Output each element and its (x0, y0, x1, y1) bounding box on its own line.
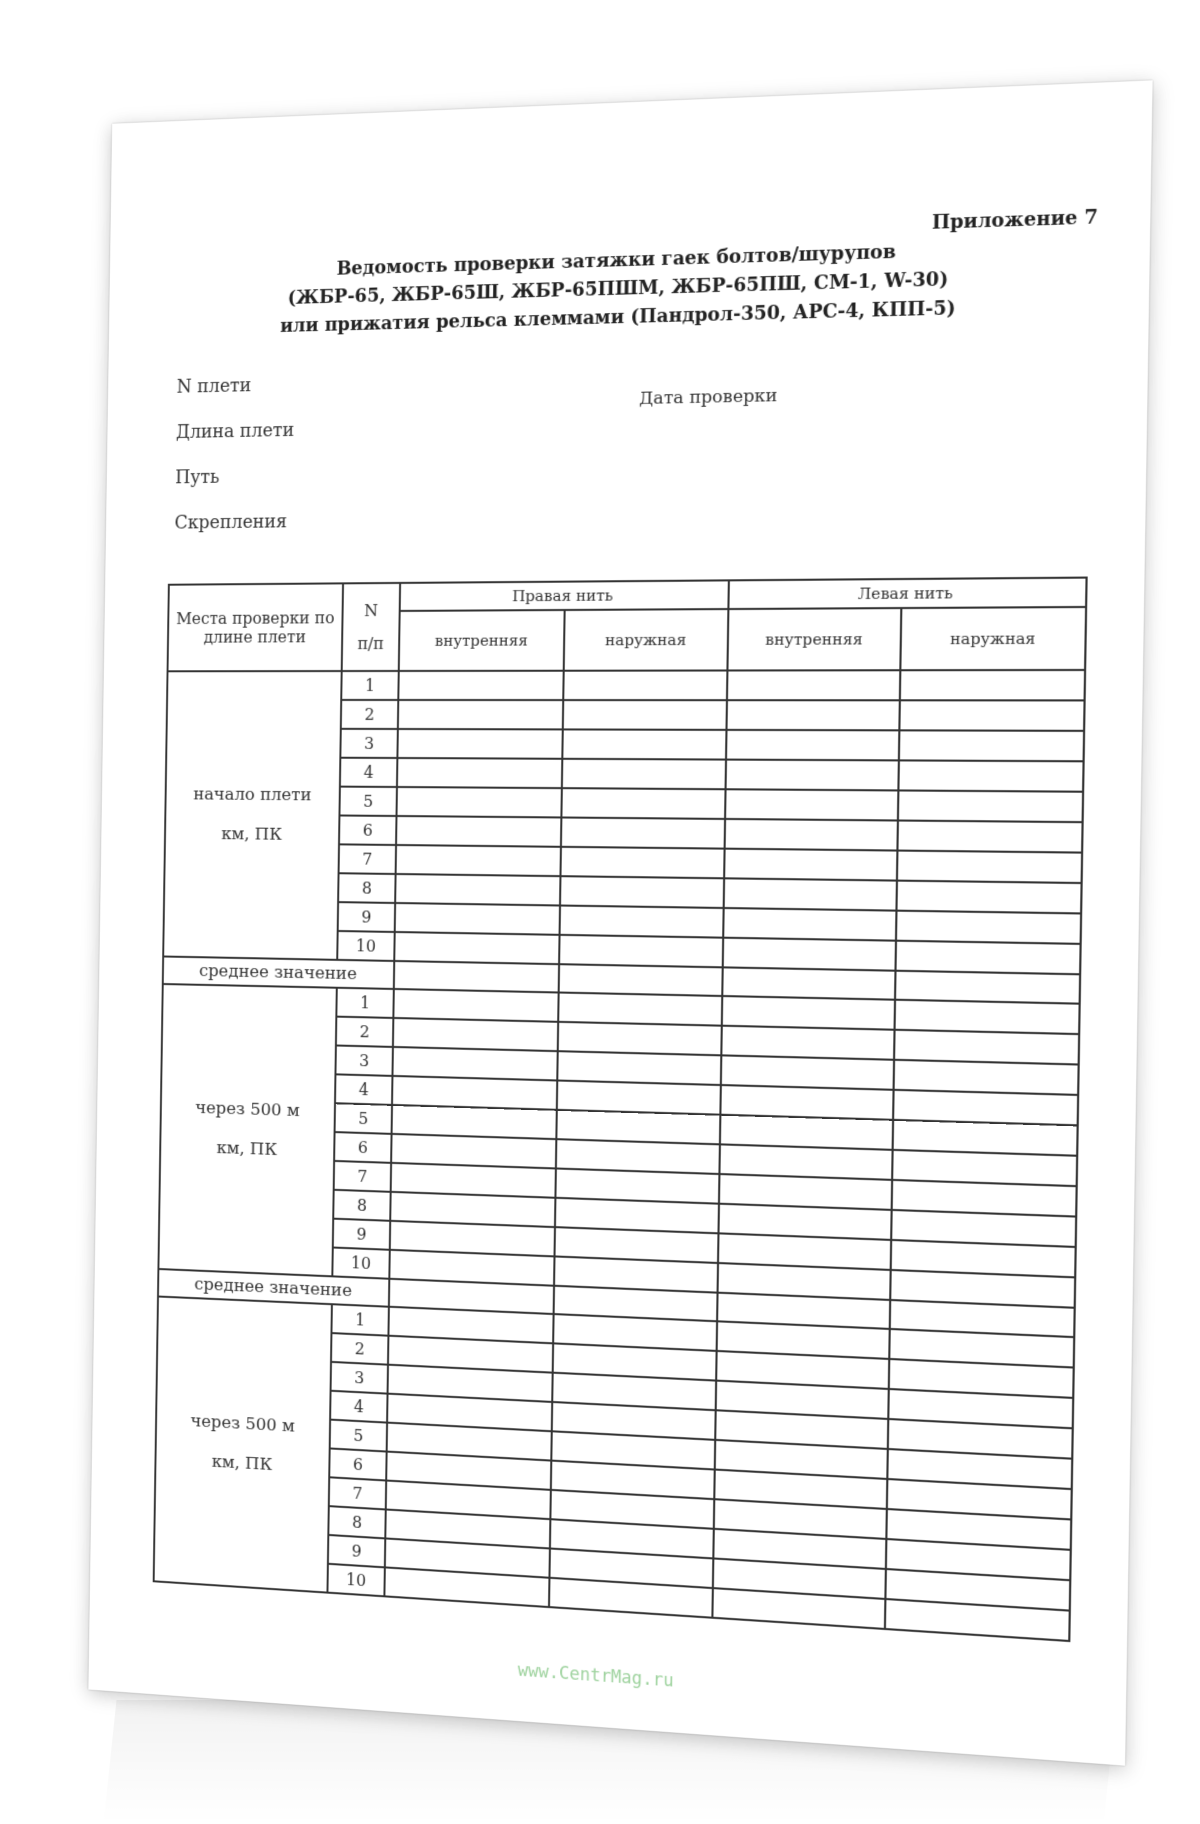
value-cell-right-inner[interactable] (397, 787, 562, 817)
value-cell-left-inner[interactable] (725, 789, 898, 820)
row-number: 6 (339, 815, 396, 845)
value-cell-left-outer[interactable] (896, 911, 1081, 944)
value-cell-left-inner[interactable] (724, 878, 897, 910)
row-number: 5 (335, 1103, 392, 1134)
value-cell-left-outer[interactable] (897, 851, 1082, 883)
section-location-label: через 500 м (190, 1411, 296, 1437)
header-location: Места проверки по длине плети (168, 583, 344, 671)
section-location-cell (154, 1296, 332, 1592)
header-number-bottom: п/п (357, 634, 384, 654)
row-number: 9 (333, 1219, 390, 1250)
row-number: 5 (339, 787, 396, 816)
field-weld-length: Длина плети (175, 419, 295, 443)
section-km-label: км, ПК (216, 1138, 278, 1160)
value-cell-left-inner[interactable] (726, 700, 899, 730)
row-number: 3 (335, 1045, 392, 1075)
section-location-cell (163, 671, 342, 960)
value-cell-right-inner[interactable] (396, 845, 561, 876)
header-left-rail: Левая нить (728, 578, 1086, 609)
row-number: 1 (341, 671, 399, 700)
row-number: 4 (340, 758, 398, 787)
value-cell-left-inner[interactable] (723, 938, 896, 971)
value-cell-left-outer[interactable] (900, 670, 1085, 700)
value-cell-right-outer[interactable] (560, 847, 724, 878)
value-cell-right-inner[interactable] (395, 903, 560, 935)
row-number: 6 (334, 1132, 391, 1163)
row-number: 8 (338, 873, 395, 903)
average-cell-left-inner[interactable] (722, 967, 895, 999)
header-left-inner: внутренняя (727, 608, 901, 670)
watermark: www.CentrMag.ru (517, 1660, 674, 1692)
section-location-label: через 500 м (195, 1098, 300, 1122)
value-cell-right-inner[interactable] (392, 1047, 557, 1081)
value-cell-right-inner[interactable] (398, 700, 563, 729)
row-number: 1 (336, 988, 393, 1018)
value-cell-right-inner[interactable] (396, 816, 561, 847)
table-row (167, 670, 1085, 700)
value-cell-left-outer[interactable] (897, 821, 1082, 853)
value-cell-left-outer[interactable] (896, 881, 1081, 914)
field-inspection-date: Дата проверки (638, 385, 778, 410)
section-location-label: начало плети (193, 784, 312, 806)
average-cell-left-outer[interactable] (895, 971, 1080, 1004)
value-cell-left-outer[interactable] (899, 700, 1084, 731)
value-cell-left-outer[interactable] (899, 730, 1084, 761)
document-sheet (88, 80, 1152, 1765)
value-cell-left-outer[interactable] (895, 941, 1080, 975)
value-cell-right-outer[interactable] (558, 1022, 722, 1056)
row-number: 2 (331, 1333, 388, 1365)
row-number: 4 (335, 1074, 392, 1105)
header-number-top: N (364, 601, 379, 621)
value-cell-right-inner[interactable] (393, 1018, 558, 1051)
inspection-table (153, 577, 1088, 1643)
value-cell-right-inner[interactable] (398, 671, 563, 700)
section-km-label: км, ПК (211, 1451, 273, 1476)
row-number: 8 (333, 1190, 390, 1221)
value-cell-right-outer[interactable] (557, 1051, 721, 1085)
appendix-label: Приложение 7 (931, 206, 1099, 234)
value-cell-right-outer[interactable] (562, 729, 726, 759)
value-cell-left-inner[interactable] (726, 730, 899, 761)
field-fastenings: Скрепления (174, 511, 288, 534)
header-right-rail: Правая нить (400, 580, 729, 611)
row-number: 10 (332, 1247, 389, 1278)
header-right-inner: внутренняя (399, 610, 565, 671)
row-number: 7 (329, 1477, 386, 1509)
average-label: среднее значение (158, 1269, 389, 1307)
value-cell-left-inner[interactable] (721, 1055, 894, 1089)
average-cell-right-outer[interactable] (559, 964, 723, 996)
row-number: 4 (330, 1391, 387, 1423)
row-number: 7 (334, 1161, 391, 1192)
row-number: 9 (338, 902, 395, 932)
value-cell-left-outer[interactable] (898, 790, 1083, 822)
section-km-label: км, ПК (221, 824, 283, 845)
row-number: 2 (341, 700, 399, 729)
value-cell-right-inner[interactable] (397, 729, 562, 759)
field-weld-number: N плети (176, 375, 252, 398)
title-line-1: Ведомость проверки затяжки гаек болтов/шурупов (336, 241, 897, 280)
value-cell-right-inner[interactable] (397, 758, 562, 788)
value-cell-right-outer[interactable] (560, 876, 724, 908)
title-line-3: или прижатия рельса клеммами (Пандрол-350, АРС-4, КПП-5) (280, 297, 956, 337)
row-number: 5 (330, 1420, 387, 1452)
value-cell-right-outer[interactable] (563, 700, 727, 730)
value-cell-right-inner[interactable] (393, 989, 558, 1022)
value-cell-left-outer[interactable] (898, 760, 1083, 791)
average-label: среднее значение (163, 956, 394, 988)
value-cell-left-inner[interactable] (722, 996, 895, 1030)
value-cell-right-outer[interactable] (557, 1080, 721, 1114)
row-number: 3 (340, 729, 398, 758)
value-cell-left-inner[interactable] (725, 819, 898, 851)
value-cell-left-inner[interactable] (726, 760, 899, 791)
value-cell-right-outer[interactable] (559, 935, 723, 968)
value-cell-left-outer[interactable] (894, 1030, 1079, 1065)
value-cell-left-outer[interactable] (895, 1000, 1080, 1034)
value-cell-right-inner[interactable] (394, 932, 559, 964)
table-header (168, 578, 1087, 672)
document-title (109, 230, 1150, 345)
value-cell-left-inner[interactable] (727, 670, 900, 700)
value-cell-right-outer[interactable] (562, 759, 726, 789)
value-cell-right-inner[interactable] (395, 874, 560, 906)
header-number (342, 583, 400, 671)
row-number: 1 (331, 1304, 388, 1335)
row-number: 8 (328, 1506, 385, 1538)
average-cell-right-inner[interactable] (394, 961, 559, 993)
row-number: 10 (337, 931, 394, 961)
section-location-cell (158, 984, 336, 1276)
value-cell-right-outer[interactable] (563, 670, 727, 700)
value-cell-left-inner[interactable] (724, 849, 897, 881)
value-cell-left-inner[interactable] (723, 908, 896, 941)
title-line-2: (ЖБР-65, ЖБР-65Ш, ЖБР-65ПШМ, ЖБР-65ПШ, СМ-1, W-30) (287, 268, 949, 309)
row-number: 2 (336, 1017, 393, 1047)
value-cell-left-inner[interactable] (721, 1026, 894, 1060)
field-track: Путь (175, 466, 220, 489)
row-number: 6 (329, 1448, 386, 1480)
table-body (154, 670, 1085, 1641)
row-number: 10 (327, 1564, 384, 1597)
row-number: 3 (331, 1362, 388, 1394)
value-cell-right-outer[interactable] (560, 906, 724, 938)
value-cell-right-outer[interactable] (561, 817, 725, 848)
value-cell-right-outer[interactable] (561, 788, 725, 819)
row-number: 9 (328, 1535, 385, 1567)
row-number: 7 (339, 844, 396, 874)
header-left-outer: наружная (900, 607, 1086, 670)
header-right-outer: наружная (564, 609, 729, 671)
value-cell-right-outer[interactable] (558, 992, 722, 1025)
